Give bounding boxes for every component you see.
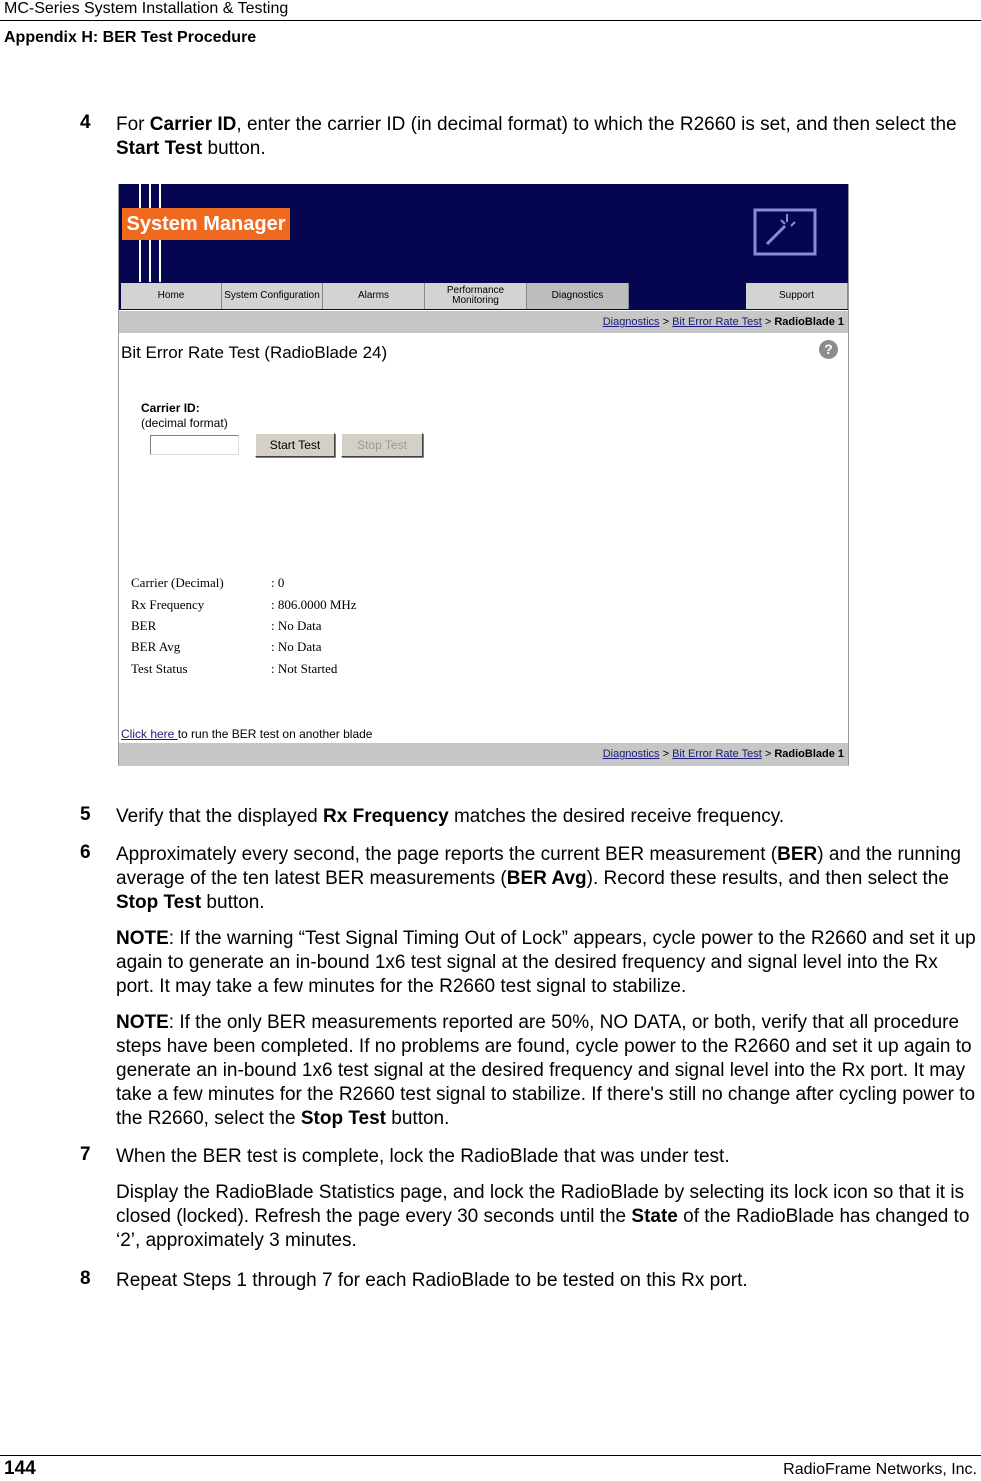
stat-label: Carrier (Decimal) [131,575,224,590]
stat-value: : No Data [271,639,322,654]
banner [119,184,848,282]
breadcrumb-diagnostics-link[interactable]: Diagnostics [602,316,660,328]
breadcrumb-diagnostics-link[interactable]: Diagnostics [602,748,660,760]
stat-label: BER Avg [131,639,181,654]
stat-value: : 0 [271,575,285,590]
breadcrumb-current: RadioBlade 1 [774,316,844,328]
step-8-number: 8 [80,1268,91,1289]
breadcrumb-ber-link[interactable]: Bit Error Rate Test [672,748,762,760]
stat-value: : No Data [271,618,322,633]
tab-support[interactable]: Support [746,283,848,309]
tab-performance-monitoring[interactable]: Performance Monitoring [425,283,527,309]
stat-label: BER [131,618,157,633]
page-number: 144 [4,1458,36,1479]
note-timing-out-of-lock: NOTE: If the warning “Test Signal Timing Out of Lock” appears, cycle power to the R2660 and set it up again to generate an in-bound 1x6 test signal at the desired frequency and signal level into the Rx port. It may take a few minutes for the R2660 test signal to stabilize. [116,928,976,997]
tab-alarms[interactable]: Alarms [323,283,425,309]
carrier-id-label: Carrier ID: [141,401,200,415]
tab-system-configuration[interactable]: System Configuration [222,283,323,309]
click-here-link[interactable]: Click here [121,727,178,741]
breadcrumb-separator: > [761,316,775,328]
stat-label: Test Status [131,661,188,676]
breadcrumb [119,311,848,333]
section-title: Appendix H: BER Test Procedure [4,29,257,46]
step-6-text: Approximately every second, the page reports the current BER measurement (BER) and the running average of the ten latest BER measurements (BER Avg). Record these results, and then select the Stop Test button. [116,844,961,913]
stop-test-button[interactable]: Stop Test [341,433,423,457]
step-7-number: 7 [80,1144,91,1165]
carrier-id-input[interactable] [150,435,239,455]
system-manager-screenshot [118,184,849,766]
breadcrumb-separator: > [761,748,775,760]
step-4-number: 4 [80,112,91,133]
stat-value: : Not Started [271,661,338,676]
footer-rule [0,1455,981,1456]
breadcrumb-current: RadioBlade 1 [774,748,844,760]
step-5-number: 5 [80,804,91,825]
nav-bar [119,282,848,310]
note-no-data: NOTE: If the only BER measurements reported are 50%, NO DATA, or both, verify that all procedure steps have been completed. If no problems are found, cycle power to the R2660 and set it up again to generate an in-bound 1x6 test signal at the desired frequency and signal level into the Rx port. It may take a few minutes for the R2660 test signal to stabilize. If there's still no change after cycling power to the R2660, select the Stop Test button. [116,1012,976,1129]
step-7-text: When the BER test is complete, lock the RadioBlade that was under test. [116,1146,730,1167]
breadcrumb-separator: > [659,748,673,760]
breadcrumb-ber-link[interactable]: Bit Error Rate Test [672,316,762,328]
start-test-button[interactable]: Start Test [255,433,335,457]
tab-home[interactable]: Home [121,283,222,309]
step-5-text: Verify that the displayed Rx Frequency matches the desired receive frequency. [116,806,785,827]
step-8-text: Repeat Steps 1 through 7 for each RadioBlade to be tested on this Rx port. [116,1270,748,1291]
brand-logo-icon [751,204,821,260]
tab-diagnostics[interactable]: Diagnostics [527,283,629,309]
step-7-detail: Display the RadioBlade Statistics page, and lock the RadioBlade by selecting its lock icon so that it is closed (locked). Refresh the page every 30 seconds until the State of the RadioBlade has changed to ‘2’, approximately 3 minutes. [116,1182,970,1251]
carrier-id-sublabel: (decimal format) [141,416,228,430]
system-manager-logo: System Manager [122,208,290,240]
stat-label: Rx Frequency [131,597,205,612]
help-icon[interactable]: ? [819,340,838,359]
document-title: MC-Series System Installation & Testing [4,0,289,17]
breadcrumb-bottom [119,743,848,765]
page-title: Bit Error Rate Test (RadioBlade 24) [121,343,388,362]
company-name: RadioFrame Networks, Inc. [783,1461,977,1478]
stat-value: : 806.0000 MHz [271,597,357,612]
header-rule [0,20,981,21]
step-4-text: For Carrier ID, enter the carrier ID (in decimal format) to which the R2660 is set, and then select the Start Test button. [116,114,957,159]
other-blade-line: Click here to run the BER test on another blade [121,727,373,741]
breadcrumb-separator: > [659,316,673,328]
step-6-number: 6 [80,842,91,863]
